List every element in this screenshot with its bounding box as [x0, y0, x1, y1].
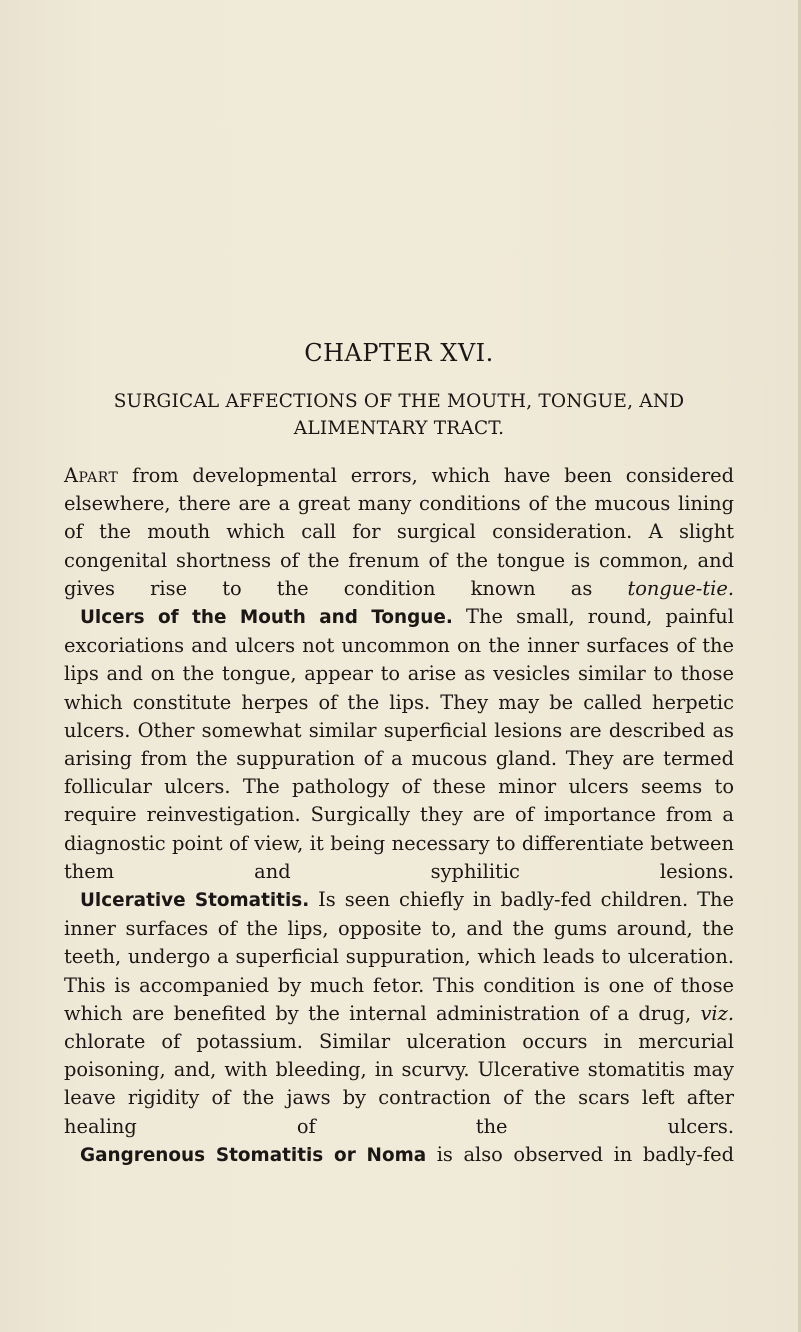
heading-gangrenous-stomatitis: Gangrenous Stomatitis or Noma [80, 1144, 427, 1166]
paragraph-gangrenous-stomatitis [64, 1141, 734, 1170]
paragraph-gangrenous-body: is also observed in badly-fed [426, 1142, 734, 1166]
chapter-title: CHAPTER XVI. [304, 339, 494, 367]
term-viz: viz. [700, 1001, 734, 1025]
section-title [64, 388, 734, 442]
paragraph-ulcerative-stomatitis [64, 886, 734, 1141]
heading-ulcerative-stomatitis: Ulcerative Stomatitis. [80, 890, 310, 912]
paragraph-ulcerative-body-b: chlorate of potassium. Similar ulceration occurs in mercurial poisoning, and, with bleeding, in scurvy. Ulcerative stomatitis may leave rigidity of the jaws by contraction of the scars left after healing of the ulcers. [64, 1030, 734, 1138]
section-title-line-1: SURGICAL AFFECTIONS OF THE MOUTH, TONGUE, AND [113, 391, 685, 412]
paragraph-intro [64, 462, 734, 603]
paragraph-ulcerative-body-a: Is seen chiefly in badly-fed children. The inner surfaces of the lips, opposite to, and the gums around, the teeth, undergo a superficial suppuration, which leads to ulceration. This is accompanied by much fetor. This condition is one of those which are benefited by the internal administration of a drug, [64, 888, 734, 1025]
heading-ulcers-mouth-tongue: Ulcers of the Mouth and Tongue. [80, 607, 453, 629]
paragraph-ulcers-body: The small, round, painful excoriations and ulcers not uncommon on the inner surfaces of the lips and on the tongue, appear to arise as vesicles similar to those which constitute herpes of the lips. They may be called herpetic ulcers. Other somewhat similar superficial lesions are described as arising from the suppuration of a mucous gland. They are termed follicular ulcers. The pathology of these minor ulcers seems to require reinvestigation. Surgically they are of importance from a diagnostic point of view, it being necessary to differentiate between them and syphilitic lesions. [64, 605, 735, 883]
page-text [64, 338, 734, 1170]
section-title-line-2: ALIMENTARY TRACT. [293, 418, 505, 439]
paragraph-lead-word: Apart [64, 464, 119, 487]
paragraph-ulcers [64, 603, 734, 886]
term-tongue-tie: tongue-tie. [627, 576, 734, 600]
paragraph-intro-body: from developmental errors, which have been considered elsewhere, there are a great many conditions of the mucous lining of the mouth which call for surgical consideration. A slight congenital shortness of the frenum of the tongue is common, and gives rise to the condition known as [64, 464, 734, 600]
